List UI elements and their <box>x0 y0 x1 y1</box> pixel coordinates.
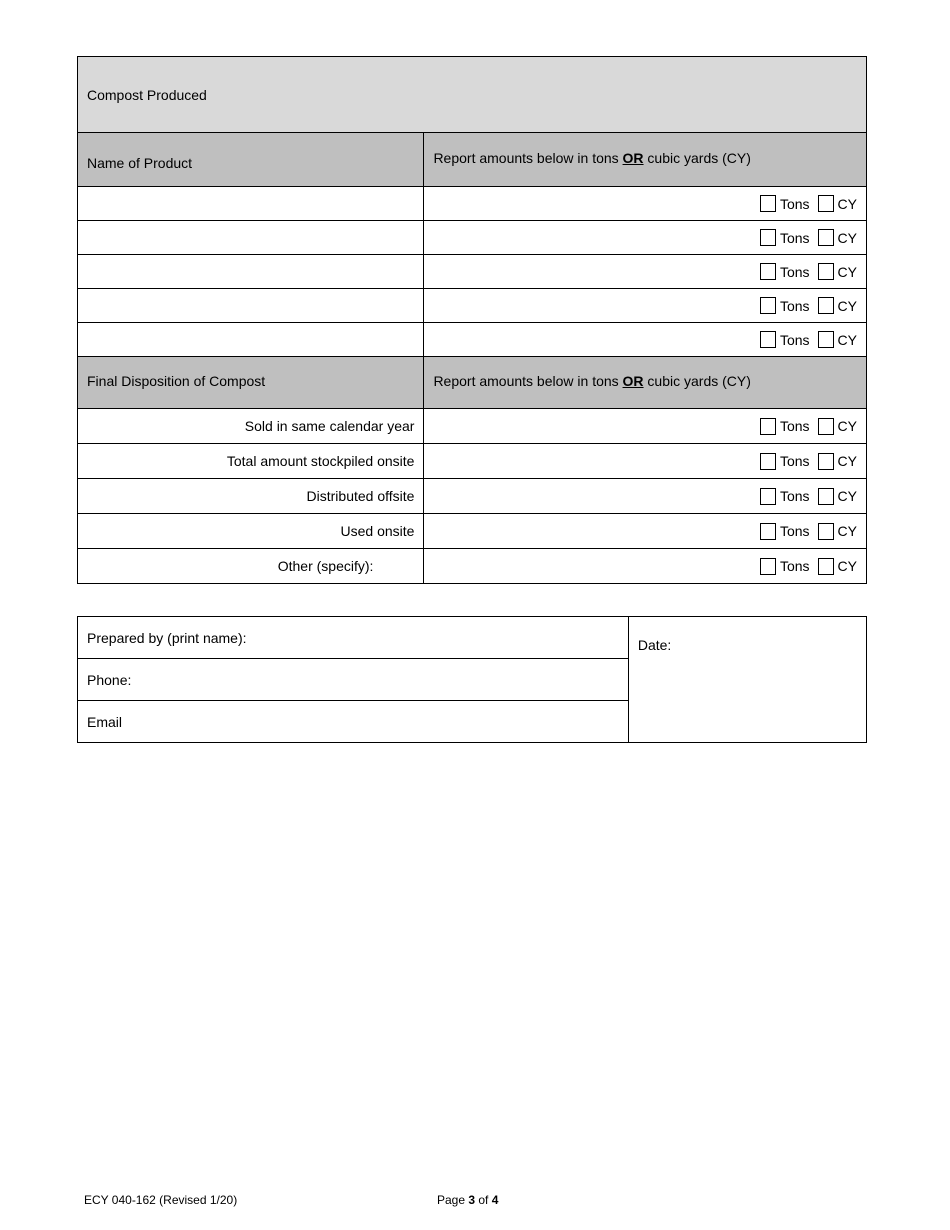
disposition-label: Distributed offsite <box>78 479 424 514</box>
amount-field[interactable] <box>424 255 867 289</box>
cy-label: CY <box>837 523 857 540</box>
amount-field[interactable] <box>424 323 867 357</box>
tons-label: Tons <box>779 488 810 505</box>
compost-produced-table <box>77 56 867 584</box>
cy-checkbox[interactable] <box>818 558 834 575</box>
product-name-field[interactable] <box>78 187 424 221</box>
cy-checkbox[interactable] <box>818 331 834 348</box>
product-name-field[interactable] <box>78 221 424 255</box>
page-number <box>437 1193 498 1207</box>
product-name-field[interactable] <box>78 289 424 323</box>
disposition-label: Used onsite <box>78 514 424 549</box>
report-suffix: cubic yards (CY) <box>643 372 751 389</box>
disposition-header-row <box>78 357 867 409</box>
tons-checkbox[interactable] <box>760 263 776 280</box>
report-or: OR <box>622 372 644 389</box>
report-or: OR <box>622 149 644 166</box>
product-row <box>78 255 867 289</box>
page-total: 4 <box>491 1193 499 1207</box>
disposition-row-used-onsite <box>78 514 867 549</box>
tons-checkbox[interactable] <box>760 453 776 470</box>
tons-checkbox[interactable] <box>760 488 776 505</box>
disposition-label-other[interactable]: Other (specify): <box>78 549 424 584</box>
disposition-row-distributed <box>78 479 867 514</box>
disposition-row-other <box>78 549 867 584</box>
tons-label: Tons <box>779 418 810 435</box>
product-name-field[interactable] <box>78 255 424 289</box>
tons-checkbox[interactable] <box>760 331 776 348</box>
cy-checkbox[interactable] <box>818 488 834 505</box>
tons-label: Tons <box>779 523 810 540</box>
tons-label: Tons <box>779 558 810 575</box>
product-row <box>78 289 867 323</box>
cy-checkbox[interactable] <box>818 418 834 435</box>
product-row <box>78 323 867 357</box>
amount-field[interactable] <box>424 409 867 444</box>
amount-field[interactable] <box>424 479 867 514</box>
cy-label: CY <box>837 331 857 348</box>
tons-checkbox[interactable] <box>760 418 776 435</box>
product-row <box>78 221 867 255</box>
tons-label: Tons <box>779 331 810 348</box>
cy-checkbox[interactable] <box>818 453 834 470</box>
disposition-row-sold <box>78 409 867 444</box>
cy-label: CY <box>837 229 857 246</box>
date-field[interactable]: Date: <box>628 617 866 743</box>
tons-checkbox[interactable] <box>760 195 776 212</box>
tons-label: Tons <box>779 195 810 212</box>
form-id: ECY 040-162 (Revised 1/20) <box>84 1193 238 1207</box>
section-title-row <box>78 57 867 133</box>
amount-field[interactable] <box>424 289 867 323</box>
report-prefix: Report amounts below in tons <box>433 149 623 166</box>
cy-checkbox[interactable] <box>818 263 834 280</box>
cy-label: CY <box>837 195 857 212</box>
report-suffix: cubic yards (CY) <box>643 149 751 166</box>
report-instructions <box>424 133 867 187</box>
page-word: Page <box>437 1193 469 1207</box>
section-title: Compost Produced <box>78 57 867 133</box>
cy-label: CY <box>837 263 857 280</box>
cy-checkbox[interactable] <box>818 229 834 246</box>
tons-label: Tons <box>779 297 810 314</box>
page-of: of <box>475 1193 492 1207</box>
amount-field[interactable] <box>424 187 867 221</box>
cy-label: CY <box>837 558 857 575</box>
amount-field[interactable] <box>424 514 867 549</box>
cy-label: CY <box>837 418 857 435</box>
tons-label: Tons <box>779 453 810 470</box>
tons-checkbox[interactable] <box>760 297 776 314</box>
report-instructions <box>424 357 867 409</box>
prepared-by-field[interactable]: Prepared by (print name): <box>78 617 629 659</box>
phone-field[interactable]: Phone: <box>78 659 629 701</box>
page-current: 3 <box>468 1193 476 1207</box>
disposition-header: Final Disposition of Compost <box>78 357 424 409</box>
cy-checkbox[interactable] <box>818 523 834 540</box>
cy-label: CY <box>837 297 857 314</box>
product-row <box>78 187 867 221</box>
product-name-header: Name of Product <box>78 133 424 187</box>
cy-checkbox[interactable] <box>818 297 834 314</box>
product-name-field[interactable] <box>78 323 424 357</box>
disposition-label: Total amount stockpiled onsite <box>78 444 424 479</box>
tons-label: Tons <box>779 229 810 246</box>
product-header-row <box>78 133 867 187</box>
cy-label: CY <box>837 488 857 505</box>
cy-label: CY <box>837 453 857 470</box>
tons-checkbox[interactable] <box>760 523 776 540</box>
report-prefix: Report amounts below in tons <box>433 372 623 389</box>
tons-label: Tons <box>779 263 810 280</box>
cy-checkbox[interactable] <box>818 195 834 212</box>
disposition-label: Sold in same calendar year <box>78 409 424 444</box>
tons-checkbox[interactable] <box>760 558 776 575</box>
tons-checkbox[interactable] <box>760 229 776 246</box>
disposition-row-stockpiled <box>78 444 867 479</box>
amount-field[interactable] <box>424 444 867 479</box>
amount-field[interactable] <box>424 221 867 255</box>
email-field[interactable]: Email <box>78 701 629 743</box>
preparer-table <box>77 616 867 743</box>
amount-field[interactable] <box>424 549 867 584</box>
